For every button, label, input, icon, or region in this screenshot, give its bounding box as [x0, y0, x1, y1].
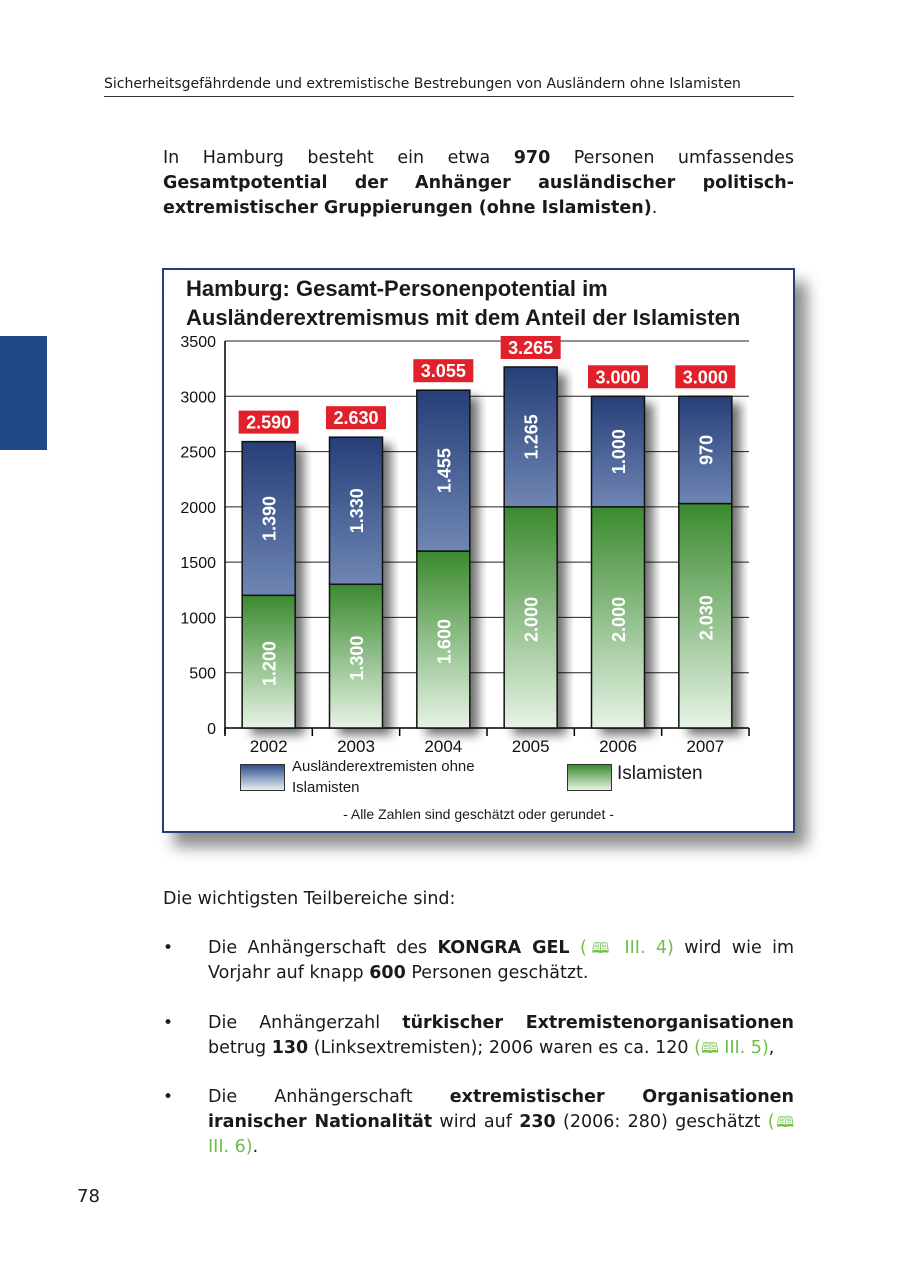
bullet-text	[208, 1011, 794, 1061]
x-tick-label: 2003	[337, 737, 375, 756]
y-tick-label: 3000	[180, 389, 216, 407]
intro-bold-count: 970	[513, 148, 551, 168]
y-tick-label: 1500	[180, 555, 216, 573]
y-tick-label: 3500	[180, 334, 216, 351]
x-tick-label: 2007	[686, 737, 725, 756]
chart-title-line-1: Hamburg: Gesamt-Personenpotential im	[186, 276, 608, 301]
bullet-bold-part: extremistischer Organisationen iranischer Nationalität	[208, 1087, 794, 1132]
total-label: 3.055	[420, 361, 466, 382]
ref-label: III. 4)	[614, 938, 674, 958]
data-label-auslaenderextremisten: 1.265	[521, 414, 542, 460]
book-icon: 🕮	[700, 1039, 719, 1057]
bullet-bold-part: 600	[369, 963, 406, 983]
y-tick-label: 500	[189, 665, 216, 683]
book-icon: 🕮	[774, 1113, 795, 1131]
page-number: 78	[77, 1186, 100, 1207]
legend-label-auslaenderextremisten: Ausländerextremisten ohne Islamisten	[292, 758, 475, 796]
ref-label: III. 6)	[208, 1137, 253, 1157]
data-label-auslaenderextremisten: 1.000	[609, 429, 629, 475]
cross-reference-link[interactable]	[570, 938, 674, 958]
x-tick-label: 2005	[511, 737, 550, 756]
ref-paren: (	[569, 938, 587, 958]
data-label-auslaenderextremisten: 1.455	[434, 448, 455, 494]
data-label-islamisten: 1.600	[434, 619, 455, 665]
data-label-islamisten: 2.000	[609, 596, 629, 642]
total-label: 2.630	[333, 408, 379, 429]
bullet-text-part: (Linksextremisten); 2006 waren es ca. 120	[308, 1038, 695, 1058]
bullet-text-part: ,	[768, 1038, 775, 1058]
y-tick-label: 1000	[180, 610, 216, 628]
ref-paren: (	[767, 1112, 775, 1132]
y-tick-label: 2000	[180, 499, 216, 517]
running-header: Sicherheitsgefährdende und extremistische Bestrebungen von Ausländern ohne Islamisten	[104, 76, 794, 97]
bullet-text-part: Die Anhängerzahl	[208, 1013, 403, 1033]
intro-text-3: .	[651, 198, 658, 218]
cross-reference-link[interactable]	[694, 1038, 769, 1058]
intro-text-1: In Hamburg besteht ein etwa	[163, 148, 514, 168]
y-tick-label: 0	[207, 721, 216, 738]
chart-title-line-2: Ausländerextremismus mit dem Anteil der Islamisten	[186, 305, 741, 330]
chapter-side-tab	[0, 336, 47, 450]
bullet-dot: •	[163, 1087, 174, 1107]
book-icon: 🕮	[586, 939, 615, 957]
intro-text-2: Personen umfassendes	[550, 148, 794, 168]
intro-paragraph	[163, 146, 794, 221]
total-label: 3.000	[682, 367, 728, 388]
data-label-islamisten: 2.000	[521, 596, 542, 642]
y-tick-label: 2500	[180, 444, 216, 462]
bullet-text-part: Personen geschätzt.	[405, 963, 589, 983]
intro-bold-topic: Gesamtpotential der Anhänger ausländischer politisch-extremistischer Gruppierungen (ohne Islamisten)	[163, 173, 794, 218]
bullet-text-part: (2006: 280) geschätzt	[555, 1112, 768, 1132]
ref-label: III. 5)	[718, 1038, 769, 1058]
data-label-auslaenderextremisten: 1.390	[259, 495, 280, 541]
x-tick-label: 2006	[599, 737, 637, 756]
stacked-bar-chart	[164, 270, 793, 831]
data-label-auslaenderextremisten: 970	[696, 434, 717, 465]
total-label: 2.590	[246, 412, 292, 433]
chart-footnote: - Alle Zahlen sind geschätzt oder gerundet -	[343, 806, 614, 822]
bullet-bold-part: türkischer Extremistenorganisationen	[402, 1013, 794, 1033]
x-tick-label: 2004	[424, 737, 463, 756]
bullet-dot: •	[163, 938, 174, 958]
bullet-text-part: wird auf	[432, 1112, 520, 1132]
data-label-islamisten: 1.200	[259, 641, 280, 687]
data-label-islamisten: 1.300	[347, 635, 367, 681]
chart-box	[162, 268, 795, 833]
bullet-text-part: .	[252, 1137, 259, 1157]
bullet-bold-part: KONGRA GEL	[437, 938, 570, 958]
data-label-auslaenderextremisten: 1.330	[347, 488, 367, 534]
bullet-text-part: Die Anhängerschaft des	[208, 938, 438, 958]
legend-swatch-islamisten	[567, 764, 612, 791]
bullet-bold-part: 230	[519, 1112, 556, 1132]
total-label: 3.265	[508, 337, 554, 358]
legend-swatch-auslaenderextremisten	[240, 764, 285, 791]
x-tick-label: 2002	[249, 737, 288, 756]
bullet-dot: •	[163, 1013, 174, 1033]
legend-label-islamisten: Islamisten	[617, 763, 703, 784]
bullet-text-part: betrug	[208, 1038, 272, 1058]
ref-paren: (	[694, 1038, 701, 1058]
data-label-islamisten: 2.030	[696, 595, 717, 641]
total-label: 3.000	[595, 367, 641, 388]
section-subheading: Die wichtigsten Teilbereiche sind:	[163, 889, 456, 909]
bullet-text-part: wird wie im Vorjahr auf knapp	[208, 938, 795, 983]
bullet-bold-part: 130	[271, 1038, 309, 1058]
bullet-text	[208, 1085, 794, 1160]
bullet-text-part: Die Anhängerschaft	[208, 1087, 450, 1107]
bullet-text	[208, 936, 794, 986]
